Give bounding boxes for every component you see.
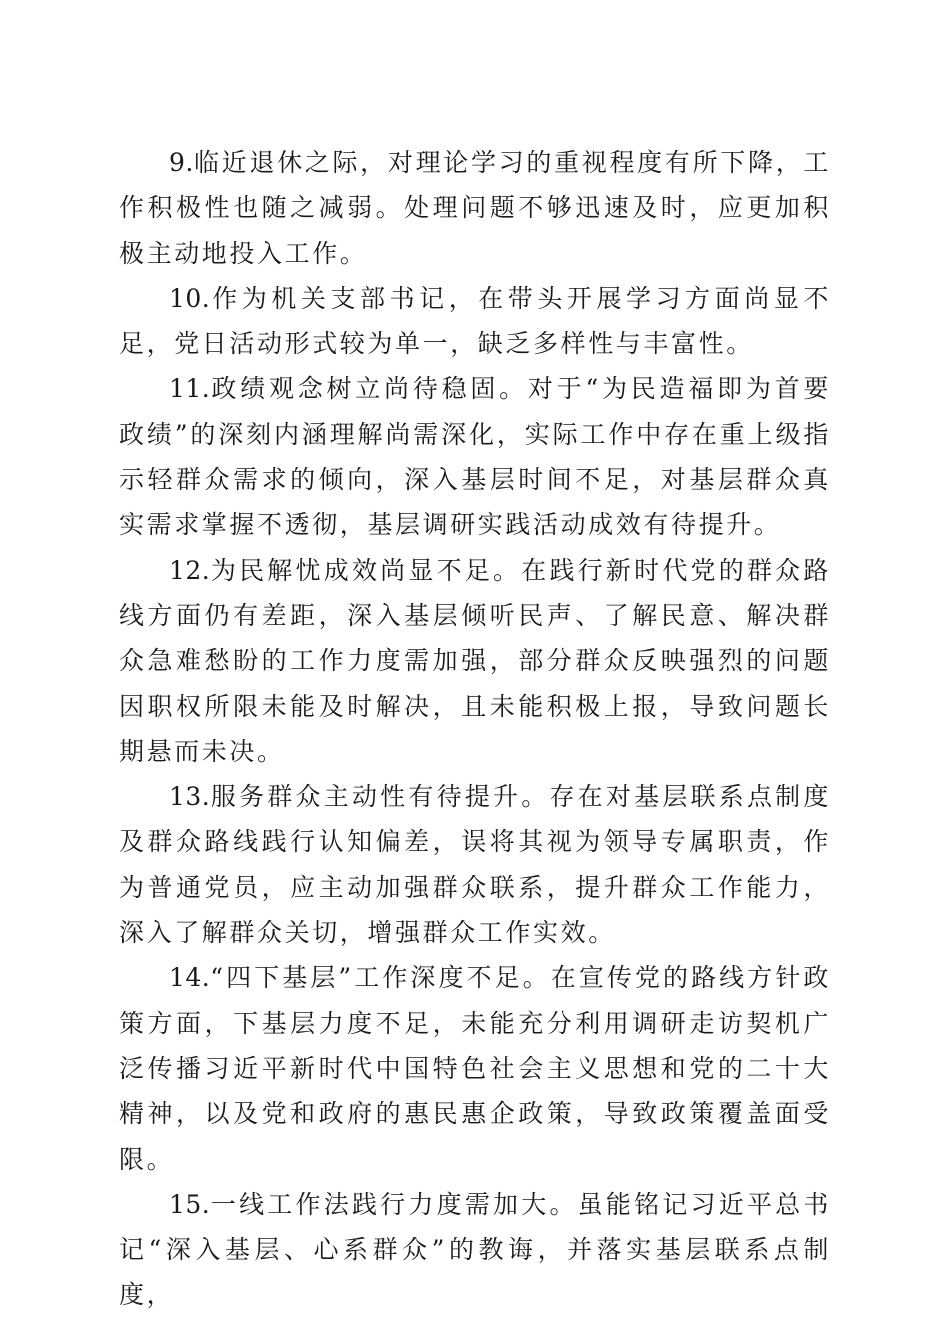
paragraph-text: 作为机关支部书记，在带头开展学习方面尚显不足，党日活动形式较为单一，缺乏多样性与丰富性。: [119, 283, 831, 359]
paragraph-13: [119, 774, 831, 955]
paragraph-text: “四下基层”工作深度不足。在宣传党的路线方针政策方面，下基层力度不足，未能充分利用调研走访契机广泛传播习近平新时代中国特色社会主义思想和党的二十大精神，以及党和政府的惠民惠企政策，导致政策覆盖面受限。: [119, 963, 831, 1174]
paragraph-number: 15.: [169, 1189, 211, 1219]
paragraph-14: [119, 955, 831, 1181]
paragraph-10: [119, 276, 831, 367]
paragraph-number: 11.: [169, 374, 211, 404]
paragraph-9: [119, 140, 831, 276]
paragraph-number: 9.: [169, 148, 194, 177]
paragraph-text: 临近退休之际，对理论学习的重视程度有所下降，工作积极性也随之减弱。处理问题不够迅速及时，应更加积极主动地投入工作。: [119, 148, 831, 268]
paragraph-15: [119, 1182, 831, 1318]
paragraph-12: [119, 548, 831, 774]
paragraph-11: [119, 366, 831, 547]
paragraph-text: 为民解忧成效尚显不足。在践行新时代党的群众路线方面仍有差距，深入基层倾听民声、了解民意、解决群众急难愁盼的工作力度需加强，部分群众反映强烈的问题因职权所限未能及时解决，且未能积极上报，导致问题长期悬而未决。: [119, 555, 831, 766]
paragraph-text: 服务群众主动性有待提升。存在对基层联系点制度及群众路线践行认知偏差，误将其视为领导专属职责，作为普通党员，应主动加强群众联系，提升群众工作能力，深入了解群众关切，增强群众工作实效。: [119, 782, 831, 948]
paragraph-number: 10.: [169, 283, 211, 313]
document-body: [119, 140, 831, 1318]
paragraph-text: 一线工作法践行力度需加大。虽能铭记习近平总书记“深入基层、心系群众”的教诲，并落实基层联系点制度，: [119, 1189, 831, 1310]
paragraph-text: 政绩观念树立尚待稳固。对于“为民造福即为首要政绩”的深刻内涵理解尚需深化，实际工作中存在重上级指示轻群众需求的倾向，深入基层时间不足，对基层群众真实需求掌握不透彻，基层调研实践活动成效有待提升。: [119, 374, 831, 540]
paragraph-number: 14.: [169, 963, 211, 993]
paragraph-number: 12.: [169, 555, 211, 585]
paragraph-number: 13.: [169, 782, 211, 812]
